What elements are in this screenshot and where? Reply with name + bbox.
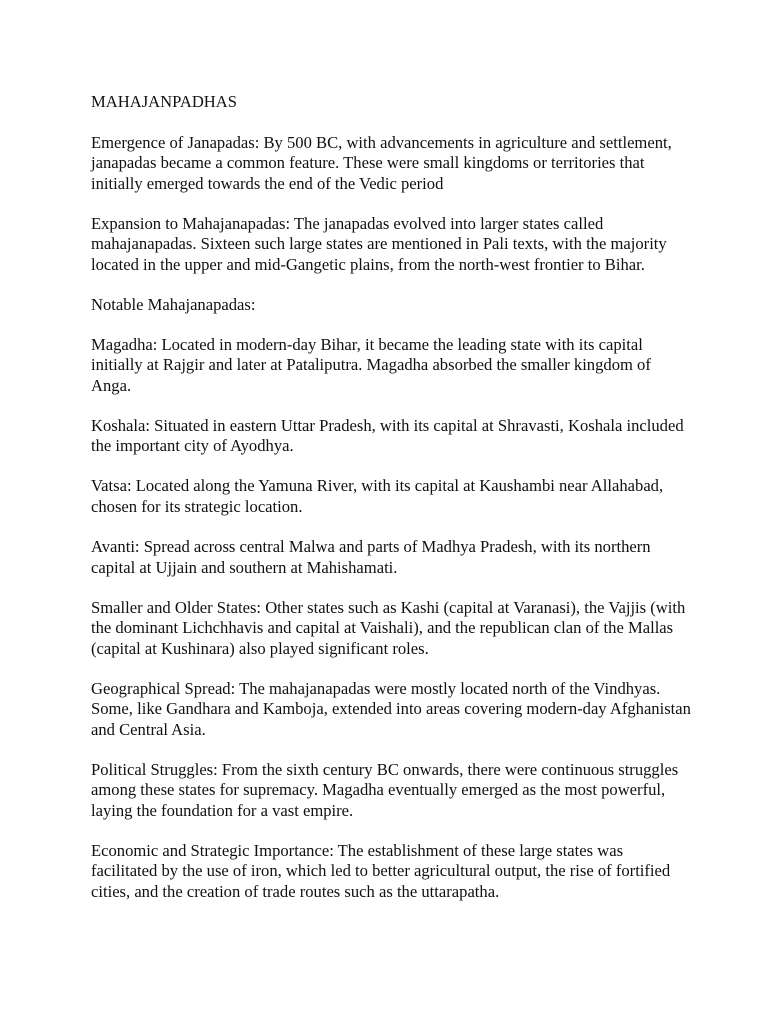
paragraph-geographical-spread: Geographical Spread: The mahajanapadas were mostly located north of the Vindhyas. Some, like Gandhara and Kamboja, extended into areas covering modern-day Afghanistan and Central Asia.	[91, 678, 691, 739]
paragraph-avanti: Avanti: Spread across central Malwa and parts of Madhya Pradesh, with its northern capital at Ujjain and southern at Mahishamati.	[91, 537, 651, 577]
paragraph-expansion: Expansion to Mahajanapadas: The janapadas evolved into larger states called mahajanapadas. Sixteen such large states are mentioned in Pali texts, with the majority located in the upper and mid-Gangetic plains, from the north-west frontier to Bihar.	[91, 213, 667, 274]
paragraph-economic-importance: Economic and Strategic Importance: The establishment of these large states was facilitated by the use of iron, which led to better agricultural output, the rise of fortified cities, and the creation of trade routes such as the uttarapatha.	[91, 840, 671, 901]
paragraph-magadha: Magadha: Located in modern-day Bihar, it became the leading state with its capital initially at Rajgir and later at Pataliputra. Magadha absorbed the smaller kingdom of Anga.	[91, 334, 651, 395]
paragraph-janapadas: Emergence of Janapadas: By 500 BC, with advancements in agriculture and settlement, janapadas became a common feature. These were small kingdoms or territories that initially emerged towards the end of the Vedic period	[91, 132, 672, 193]
paragraph-vatsa: Vatsa: Located along the Yamuna River, with its capital at Kaushambi near Allahabad, chosen for its strategic location.	[91, 476, 664, 516]
paragraph-smaller-states: Smaller and Older States: Other states such as Kashi (capital at Varanasi), the Vajjis (with the dominant Lichchhavis and capital at Vaishali), and the republican clan of the Mallas (capital at Kushinara) also played significant roles.	[91, 597, 686, 658]
paragraph-political-struggles: Political Struggles: From the sixth century BC onwards, there were continuous struggles among these states for supremacy. Magadha eventually emerged as the most powerful, laying the foundation for a vast empire.	[91, 759, 679, 820]
paragraph-notable-heading: Notable Mahajanapadas:	[91, 294, 256, 314]
document-page	[91, 92, 691, 922]
paragraph-koshala: Koshala: Situated in eastern Uttar Pradesh, with its capital at Shravasti, Koshala included the important city of Ayodhya.	[91, 415, 684, 456]
document-title: MAHAJANPADHAS	[91, 92, 237, 111]
